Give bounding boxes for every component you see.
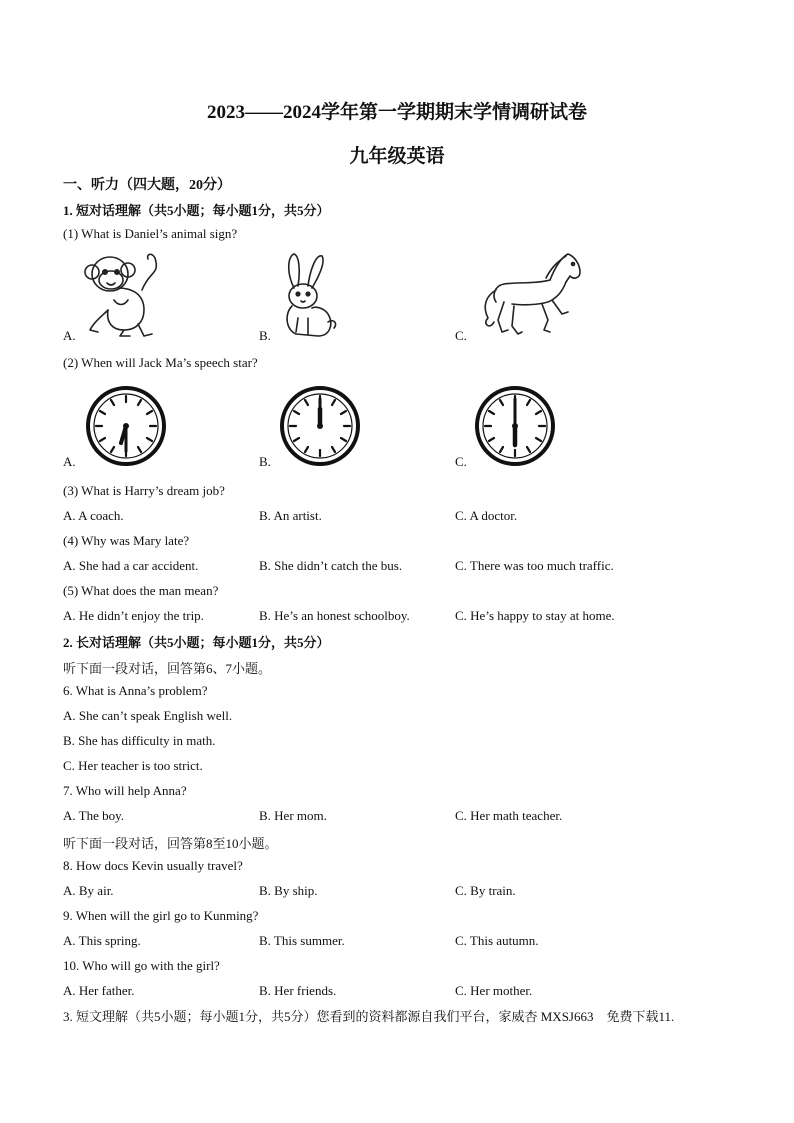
dialog2-instruction: 听下面一段对话，回答第8至10小题。 xyxy=(63,836,278,851)
question-4-stem: (4) Why was Mary late? xyxy=(63,533,190,548)
q10-option-a: A. Her father. xyxy=(63,983,135,998)
q7-option-a: A. The boy. xyxy=(63,808,125,823)
clock-icon-1200 xyxy=(279,385,361,467)
dialog1-instruction: 听下面一段对话，回答第6、7小题。 xyxy=(63,661,272,676)
part2-heading: 2. 长对话理解（共5小题；每小题1分，共5分） xyxy=(63,635,330,650)
q3-option-c: C. A doctor. xyxy=(455,508,518,523)
q5-option-c: C. He’s happy to stay at home. xyxy=(455,608,615,623)
question-9-stem: 9. When will the girl go to Kunming? xyxy=(63,908,259,923)
exam-title: 2023——2024学年第一学期期末学情调研试卷 xyxy=(206,102,587,123)
exam-subtitle: 九年级英语 xyxy=(349,146,445,167)
q4-option-c: C. There was too much traffic. xyxy=(455,558,614,573)
monkey-icon xyxy=(80,250,165,340)
q7-option-c: C. Her math teacher. xyxy=(455,808,563,823)
q6-option-b: B. She has difficulty in math. xyxy=(63,733,216,748)
clock-icon-600 xyxy=(474,385,556,467)
question-2-stem: (2) When will Jack Ma’s speech star? xyxy=(63,355,258,370)
q2-option-a-label: A. xyxy=(63,454,76,469)
q4-option-a: A. She had a car accident. xyxy=(63,558,199,573)
q8-option-a: A. By air. xyxy=(63,883,114,898)
q9-option-c: C. This autumn. xyxy=(455,933,539,948)
q1-option-b-label: B. xyxy=(259,328,271,343)
q10-option-c: C. Her mother. xyxy=(455,983,533,998)
clock-icon-630 xyxy=(85,385,167,467)
section-listening-heading: 一、听力（四大题，20分） xyxy=(63,178,231,193)
q5-option-b: B. He’s an honest schoolboy. xyxy=(259,608,410,623)
q8-option-b: B. By ship. xyxy=(259,883,318,898)
q3-option-b: B. An artist. xyxy=(259,508,322,523)
q2-option-b-label: B. xyxy=(259,454,271,469)
q2-option-c-label: C. xyxy=(455,454,467,469)
q6-option-c: C. Her teacher is too strict. xyxy=(63,758,203,773)
question-7-stem: 7. Who will help Anna? xyxy=(63,783,187,798)
q5-option-a: A. He didn’t enjoy the trip. xyxy=(63,608,204,623)
q9-option-b: B. This summer. xyxy=(259,933,345,948)
rabbit-icon xyxy=(276,252,341,340)
q8-option-c: C. By train. xyxy=(455,883,516,898)
q3-option-a: A. A coach. xyxy=(63,508,124,523)
q7-option-b: B. Her mom. xyxy=(259,808,327,823)
q4-option-b: B. She didn’t catch the bus. xyxy=(259,558,403,573)
q10-option-b: B. Her friends. xyxy=(259,983,337,998)
question-1-stem: (1) What is Daniel’s animal sign? xyxy=(63,226,238,241)
question-10-stem: 10. Who will go with the girl? xyxy=(63,958,220,973)
q1-option-a-label: A. xyxy=(63,328,76,343)
q9-option-a: A. This spring. xyxy=(63,933,141,948)
q1-option-c-label: C. xyxy=(455,328,467,343)
part1-heading: 1. 短对话理解（共5小题；每小题1分，共5分） xyxy=(63,203,330,218)
part3-heading: 3. 短文理解（共5小题；每小题1分，共5分）您看到的资料都源自我们平台，家威杏 MXSJ663 免费下载11. xyxy=(63,1009,675,1024)
horse-icon xyxy=(476,250,584,338)
q6-option-a: A. She can’t speak English well. xyxy=(63,708,233,723)
question-8-stem: 8. How docs Kevin usually travel? xyxy=(63,858,243,873)
question-5-stem: (5) What does the man mean? xyxy=(63,583,219,598)
question-3-stem: (3) What is Harry’s dream job? xyxy=(63,483,225,498)
question-6-stem: 6. What is Anna’s problem? xyxy=(63,683,208,698)
